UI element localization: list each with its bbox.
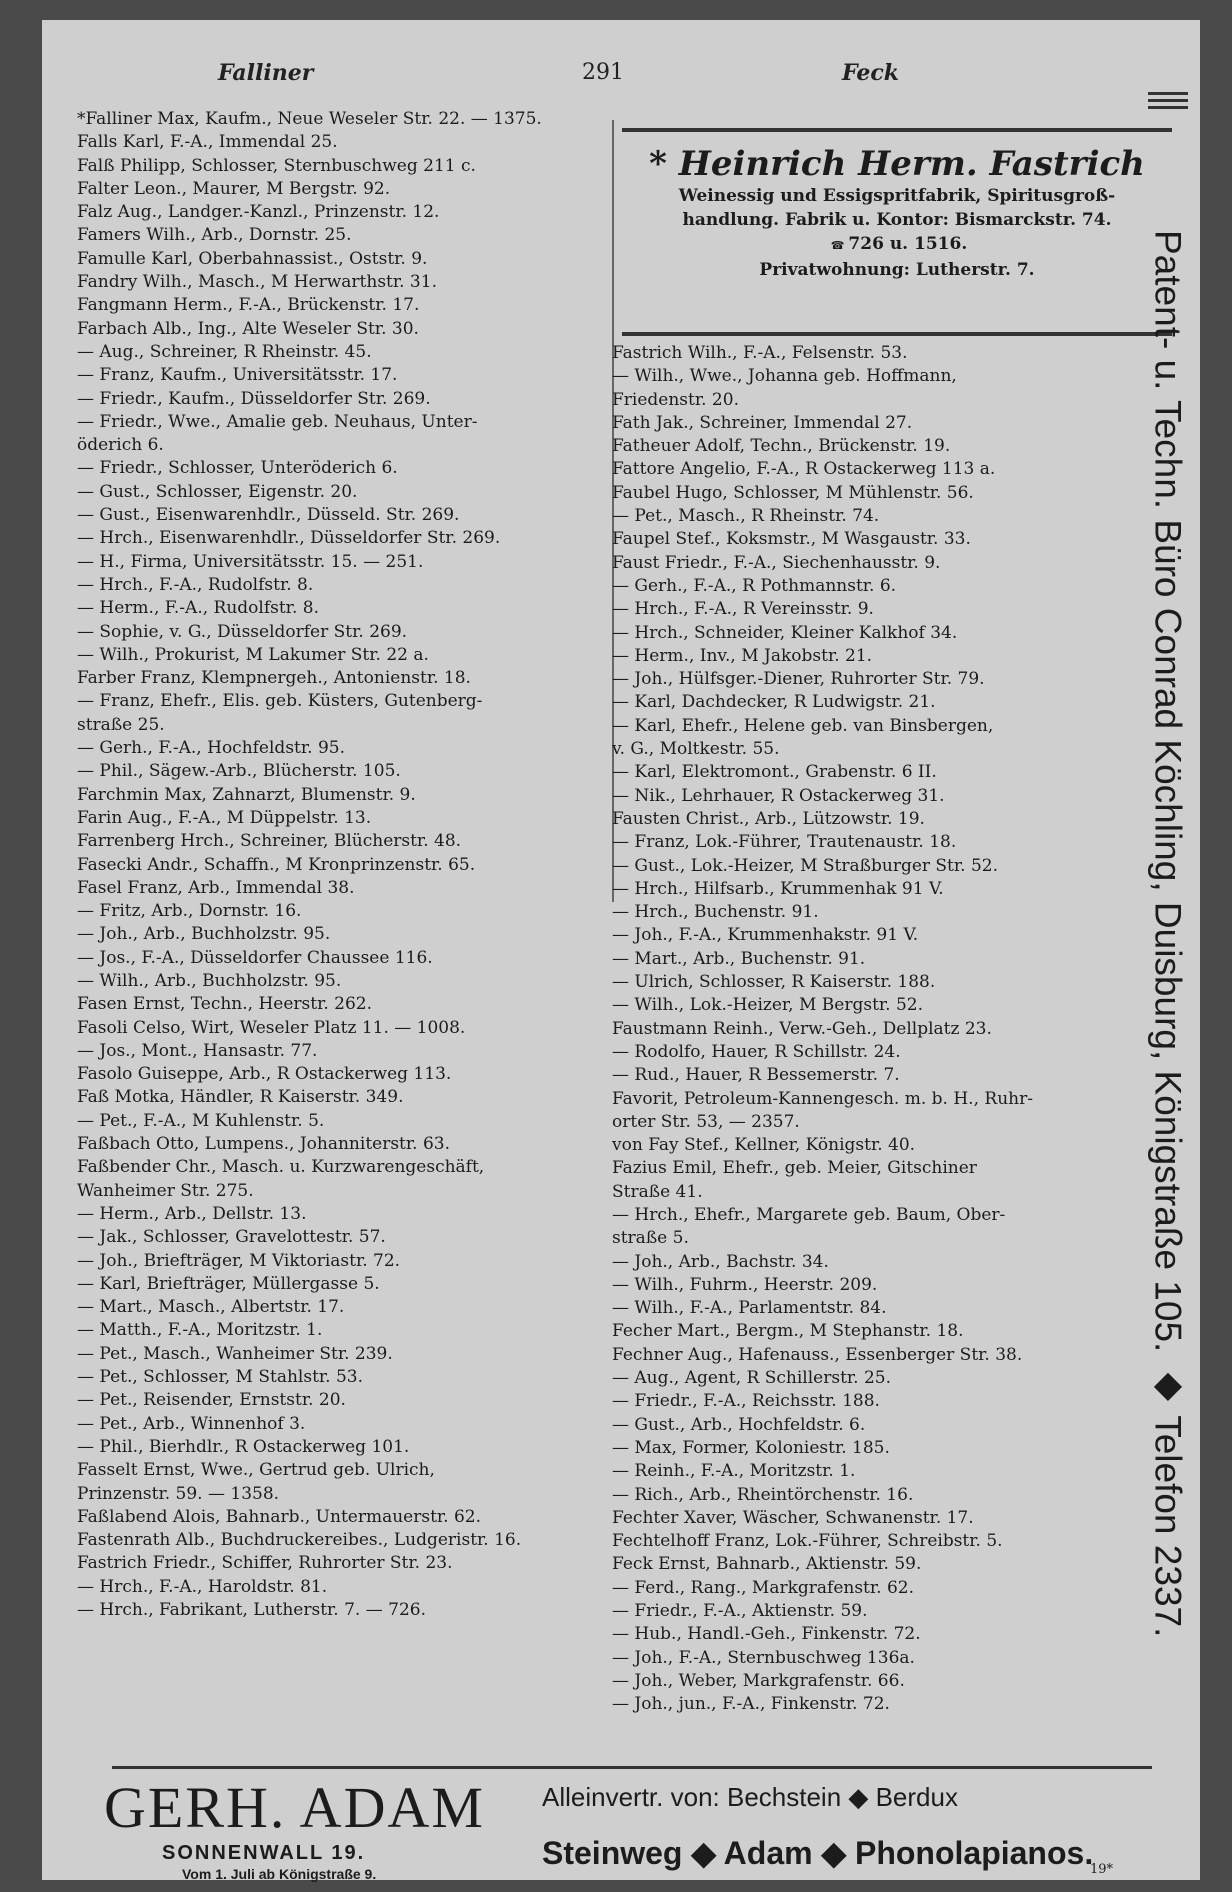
side-banner bbox=[1138, 104, 1198, 1764]
directory-entry: — Jak., Schlosser, Gravelottestr. 57. bbox=[77, 1227, 386, 1248]
directory-entry: — Matth., F.-A., Moritzstr. 1. bbox=[77, 1320, 323, 1341]
directory-entry: *Falliner Max, Kaufm., Neue Weseler Str. 22. — 1375. bbox=[77, 109, 542, 129]
footer-pianos: Steinweg ◆ Adam ◆ Phonolapianos. bbox=[542, 1835, 1094, 1871]
directory-entry: — Hrch., Schneider, Kleiner Kalkhof 34. bbox=[612, 622, 958, 643]
directory-entry: Faupel Stef., Koksmstr., M Wasgaustr. 33. bbox=[612, 529, 971, 550]
directory-entry: — Hrch., F.-A., Haroldstr. 81. bbox=[77, 1576, 328, 1597]
directory-entry: — Joh., jun., F.-A., Finkenstr. 72. bbox=[612, 1694, 890, 1715]
directory-entry: Fausten Christ., Arb., Lützowstr. 19. bbox=[612, 808, 925, 829]
directory-entry: — Rodolfo, Hauer, R Schillstr. 24. bbox=[612, 1041, 901, 1062]
directory-entry: Faustmann Reinh., Verw.-Geh., Dellplatz 23. bbox=[612, 1018, 992, 1039]
header-left: Falliner bbox=[218, 60, 314, 86]
directory-entry: — Hrch., Hilfsarb., Krummenhak 91 V. bbox=[612, 878, 944, 899]
directory-entry: Friedenstr. 20. bbox=[612, 389, 739, 410]
directory-entry: — Wilh., F.-A., Parlamentstr. 84. bbox=[612, 1298, 887, 1319]
directory-entry: — Gerh., F.-A., R Pothmannstr. 6. bbox=[612, 575, 897, 596]
directory-entry: — Hub., Handl.-Geh., Finkenstr. 72. bbox=[612, 1624, 921, 1645]
directory-entry: — Hrch., Buchenstr. 91. bbox=[612, 902, 819, 923]
directory-entry: — Joh., F.-A., Sternbuschweg 136a. bbox=[612, 1647, 915, 1668]
directory-entry: Fasen Ernst, Techn., Heerstr. 262. bbox=[77, 994, 373, 1015]
directory-entry: straße 25. bbox=[77, 714, 165, 735]
directory-entry: Fandry Wilh., Masch., M Herwarthstr. 31. bbox=[77, 272, 437, 293]
directory-entry: — Pet., Masch., Wanheimer Str. 239. bbox=[77, 1343, 393, 1364]
directory-entry: — Hrch., F.-A., Rudolfstr. 8. bbox=[77, 574, 314, 595]
directory-entry: — Pet., Reisender, Ernststr. 20. bbox=[77, 1390, 346, 1411]
directory-entry: Feck Ernst, Bahnarb., Aktienstr. 59. bbox=[612, 1554, 922, 1575]
directory-entry: — Gust., Arb., Hochfeldstr. 6. bbox=[612, 1414, 866, 1435]
directory-entry: Fasel Franz, Arb., Immendal 38. bbox=[77, 877, 355, 898]
left-column bbox=[77, 108, 622, 1622]
directory-entry: orter Str. 53, — 2357. bbox=[612, 1111, 800, 1132]
footer-advertisement bbox=[42, 1760, 1200, 1880]
directory-entry: — Gust., Lok.-Heizer, M Straßburger Str. 52. bbox=[612, 855, 998, 876]
directory-entry: — Joh., Arb., Bachstr. 34. bbox=[612, 1251, 829, 1272]
directory-entry: Faust Friedr., F.-A., Siechenhausstr. 9. bbox=[612, 552, 941, 573]
footer-signature-mark: 19* bbox=[1090, 1862, 1114, 1877]
directory-entry: — Mart., Masch., Albertstr. 17. bbox=[77, 1297, 345, 1318]
directory-entry: — Gust., Schlosser, Eigenstr. 20. bbox=[77, 481, 358, 502]
directory-entry: — Hrch., Fabrikant, Lutherstr. 7. — 726. bbox=[77, 1600, 426, 1620]
telephone-icon: ☎ bbox=[830, 239, 845, 252]
directory-entry: — Pet., F.-A., M Kuhlenstr. 5. bbox=[77, 1110, 325, 1131]
footer-moving-note: Vom 1. Juli ab Königstraße 9. bbox=[182, 1866, 377, 1882]
directory-entry: — Gust., Eisenwarenhdlr., Düsseld. Str. 269. bbox=[77, 505, 460, 526]
footer-agency: Alleinvertr. von: Bechstein ◆ Berdux bbox=[542, 1782, 958, 1812]
footer-rule bbox=[112, 1766, 1152, 1769]
directory-entry: — Aug., Schreiner, R Rheinstr. 45. bbox=[77, 341, 372, 362]
directory-entry: Straße 41. bbox=[612, 1181, 703, 1202]
directory-entry: Fechter Xaver, Wäscher, Schwanenstr. 17. bbox=[612, 1507, 974, 1528]
directory-entry: — Joh., F.-A., Krummenhakstr. 91 V. bbox=[612, 925, 919, 946]
directory-entry: Farin Aug., F.-A., M Düppelstr. 13. bbox=[77, 807, 372, 828]
directory-entry: — Pet., Arb., Winnenhof 3. bbox=[77, 1413, 306, 1434]
directory-entry: — Friedr., F.-A., Reichsstr. 188. bbox=[612, 1391, 880, 1412]
footer-address: SONNENWALL 19. bbox=[162, 1842, 366, 1864]
directory-entry: Fecher Mart., Bergm., M Stephanstr. 18. bbox=[612, 1321, 964, 1342]
directory-entry: — Jos., F.-A., Düsseldorfer Chaussee 116. bbox=[77, 947, 433, 968]
directory-entry: — H., Firma, Universitätsstr. 15. — 251. bbox=[77, 551, 424, 572]
directory-entry: — Rich., Arb., Rheintörchenstr. 16. bbox=[612, 1484, 914, 1505]
directory-entry: — Reinh., F.-A., Moritzstr. 1. bbox=[612, 1461, 856, 1482]
directory-entry: — Ferd., Rang., Markgrafenstr. 62. bbox=[612, 1577, 914, 1598]
directory-entry: Farrenberg Hrch., Schreiner, Blücherstr. 48. bbox=[77, 831, 462, 852]
directory-entry: — Franz, Lok.-Führer, Trautenaustr. 18. bbox=[612, 832, 957, 853]
directory-entry: — Friedr., Wwe., Amalie geb. Neuhaus, Unter- bbox=[77, 411, 478, 432]
directory-entry: Fechtelhoff Franz, Lok.-Führer, Schreibstr. 5. bbox=[612, 1531, 1003, 1552]
directory-entry: Fattore Angelio, F.-A., R Ostackerweg 113 a. bbox=[612, 459, 996, 480]
directory-entry: Fasolo Guiseppe, Arb., R Ostackerweg 113. bbox=[77, 1064, 452, 1085]
directory-entry: Fazius Emil, Ehefr., geb. Meier, Gitschiner bbox=[612, 1158, 977, 1179]
directory-entry: — Joh., Arb., Buchholzstr. 95. bbox=[77, 924, 331, 945]
directory-entry: — Franz, Ehefr., Elis. geb. Küsters, Gutenberg- bbox=[77, 691, 483, 712]
directory-entry: Faßbach Otto, Lumpens., Johanniterstr. 63. bbox=[77, 1134, 450, 1155]
ad-title: * Heinrich Herm. Fastrich bbox=[649, 144, 1145, 184]
directory-entry: Famulle Karl, Oberbahnassist., Oststr. 9. bbox=[77, 248, 428, 269]
directory-entry: Fastrich Wilh., F.-A., Felsenstr. 53. bbox=[612, 343, 908, 363]
right-column bbox=[612, 342, 1167, 1717]
directory-entry: — Jos., Mont., Hansastr. 77. bbox=[77, 1040, 318, 1061]
directory-entry: Fath Jak., Schreiner, Immendal 27. bbox=[612, 412, 913, 433]
directory-entry: Falter Leon., Maurer, M Bergstr. 92. bbox=[77, 178, 391, 199]
directory-entry: — Max, Former, Koloniestr. 185. bbox=[612, 1437, 890, 1458]
directory-entry: — Gerh., F.-A., Hochfeldstr. 95. bbox=[77, 738, 345, 759]
directory-entry: — Pet., Masch., R Rheinstr. 74. bbox=[612, 506, 880, 527]
directory-entry: Falls Karl, F.-A., Immendal 25. bbox=[77, 132, 338, 153]
directory-entry: — Wilh., Wwe., Johanna geb. Hoffmann, bbox=[612, 366, 957, 387]
directory-entry: — Joh., Briefträger, M Viktoriastr. 72. bbox=[77, 1250, 401, 1271]
directory-entry: — Hrch., Ehefr., Margarete geb. Baum, Ober- bbox=[612, 1204, 1006, 1225]
directory-entry: Famers Wilh., Arb., Dornstr. 25. bbox=[77, 225, 352, 246]
directory-entry: — Phil., Bierhdlr., R Ostackerweg 101. bbox=[77, 1436, 410, 1457]
directory-entry: Fangmann Herm., F.-A., Brückenstr. 17. bbox=[77, 295, 420, 316]
directory-entry: Farbach Alb., Ing., Alte Weseler Str. 30. bbox=[77, 318, 419, 339]
directory-entry: — Friedr., Schlosser, Unteröderich 6. bbox=[77, 458, 398, 479]
directory-entry: Prinzenstr. 59. — 1358. bbox=[77, 1483, 280, 1504]
ad-phones bbox=[622, 232, 1172, 258]
directory-entry: — Ulrich, Schlosser, R Kaiserstr. 188. bbox=[612, 972, 936, 993]
directory-entry: — Karl, Ehefr., Helene geb. van Binsbergen, bbox=[612, 715, 994, 736]
directory-entry: öderich 6. bbox=[77, 435, 164, 456]
directory-entry: — Joh., Hülfsger.-Diener, Ruhrorter Str. 79. bbox=[612, 669, 985, 690]
directory-entry: Fastrich Friedr., Schiffer, Ruhrorter Str. 23. bbox=[77, 1553, 453, 1574]
directory-entry: Faßlabend Alois, Bahnarb., Untermauerstr. 62. bbox=[77, 1506, 482, 1527]
directory-entry: — Herm., F.-A., Rudolfstr. 8. bbox=[77, 598, 319, 619]
directory-entry: Falß Philipp, Schlosser, Sternbuschweg 211 c. bbox=[77, 155, 476, 176]
directory-entry: Faubel Hugo, Schlosser, M Mühlenstr. 56. bbox=[612, 482, 974, 503]
side-banner-text: Patent- u. Techn. Büro Conrad Köchling, Duisburg, Königstraße 105. ◆ Telefon 2337. bbox=[1147, 230, 1189, 1638]
directory-entry: — Karl, Elektromont., Grabenstr. 6 II. bbox=[612, 762, 937, 783]
directory-entry: Fechner Aug., Hafenauss., Essenberger Str. 38. bbox=[612, 1344, 1023, 1365]
footer-brand: GERH. ADAM bbox=[104, 1775, 485, 1840]
directory-entry: — Hrch., F.-A., R Vereinsstr. 9. bbox=[612, 599, 874, 620]
directory-entry: straße 5. bbox=[612, 1228, 689, 1249]
directory-page bbox=[42, 20, 1200, 1880]
directory-entry: Fatheuer Adolf, Techn., Brückenstr. 19. bbox=[612, 436, 951, 457]
directory-entry: — Hrch., Eisenwarenhdlr., Düsseldorfer Str. 269. bbox=[77, 528, 501, 549]
directory-entry: — Sophie, v. G., Düsseldorfer Str. 269. bbox=[77, 621, 408, 642]
directory-entry: — Mart., Arb., Buchenstr. 91. bbox=[612, 948, 866, 969]
directory-entry: Fasecki Andr., Schaffn., M Kronprinzenstr. 65. bbox=[77, 854, 476, 875]
directory-entry: Falz Aug., Landger.-Kanzl., Prinzenstr. 12. bbox=[77, 202, 440, 223]
page-number: 291 bbox=[582, 60, 624, 85]
directory-entry: Faß Motka, Händler, R Kaiserstr. 349. bbox=[77, 1087, 404, 1108]
directory-entry: v. G., Moltkestr. 55. bbox=[612, 739, 780, 760]
directory-entry: Wanheimer Str. 275. bbox=[77, 1180, 254, 1201]
directory-entry: — Karl, Briefträger, Müllergasse 5. bbox=[77, 1273, 380, 1294]
directory-entry: Faßbender Chr., Masch. u. Kurzwarengeschäft, bbox=[77, 1157, 485, 1178]
directory-entry: — Pet., Schlosser, M Stahlstr. 53. bbox=[77, 1367, 364, 1388]
directory-entry: — Fritz, Arb., Dornstr. 16. bbox=[77, 901, 302, 922]
fastrich-advertisement bbox=[622, 128, 1172, 336]
directory-entry: — Friedr., Kaufm., Düsseldorfer Str. 269. bbox=[77, 388, 431, 409]
directory-entry: Fasoli Celso, Wirt, Weseler Platz 11. — 1008. bbox=[77, 1017, 466, 1038]
ad-phone-numbers: 726 u. 1516. bbox=[848, 234, 968, 254]
ad-line-4: Privatwohnung: Lutherstr. 7. bbox=[759, 260, 1035, 280]
directory-entry: Farchmin Max, Zahnarzt, Blumenstr. 9. bbox=[77, 784, 416, 805]
directory-entry: Farber Franz, Klempnergeh., Antonienstr. 18. bbox=[77, 668, 471, 689]
directory-entry: — Franz, Kaufm., Universitätsstr. 17. bbox=[77, 365, 398, 386]
directory-entry: Fastenrath Alb., Buchdruckereibes., Ludgeristr. 16. bbox=[77, 1530, 522, 1551]
header-right: Feck bbox=[842, 60, 900, 86]
ad-line-2: handlung. Fabrik u. Kontor: Bismarckstr. 74. bbox=[682, 210, 1112, 230]
directory-entry: — Aug., Agent, R Schillerstr. 25. bbox=[612, 1368, 892, 1389]
directory-entry: — Phil., Sägew.-Arb., Blücherstr. 105. bbox=[77, 761, 401, 782]
directory-entry: — Karl, Dachdecker, R Ludwigstr. 21. bbox=[612, 692, 936, 713]
directory-entry: — Nik., Lehrhauer, R Ostackerweg 31. bbox=[612, 785, 945, 806]
directory-entry: Fasselt Ernst, Wwe., Gertrud geb. Ulrich, bbox=[77, 1460, 435, 1481]
directory-entry: — Herm., Inv., M Jakobstr. 21. bbox=[612, 645, 873, 666]
directory-entry: — Wilh., Prokurist, M Lakumer Str. 22 a. bbox=[77, 644, 429, 665]
directory-entry: von Fay Stef., Kellner, Königstr. 40. bbox=[612, 1135, 916, 1156]
directory-entry: — Friedr., F.-A., Aktienstr. 59. bbox=[612, 1601, 868, 1622]
directory-entry: — Wilh., Lok.-Heizer, M Bergstr. 52. bbox=[612, 995, 924, 1016]
directory-entry: — Wilh., Fuhrm., Heerstr. 209. bbox=[612, 1274, 878, 1295]
directory-entry: — Joh., Weber, Markgrafenstr. 66. bbox=[612, 1670, 905, 1691]
directory-entry: — Herm., Arb., Dellstr. 13. bbox=[77, 1203, 307, 1224]
ad-line-1: Weinessig und Essigspritfabrik, Spiritusgroß- bbox=[678, 186, 1116, 206]
directory-entry: — Rud., Hauer, R Bessemerstr. 7. bbox=[612, 1065, 900, 1086]
directory-entry: — Wilh., Arb., Buchholzstr. 95. bbox=[77, 970, 342, 991]
directory-entry: Favorit, Petroleum-Kannengesch. m. b. H., Ruhr- bbox=[612, 1088, 1033, 1109]
